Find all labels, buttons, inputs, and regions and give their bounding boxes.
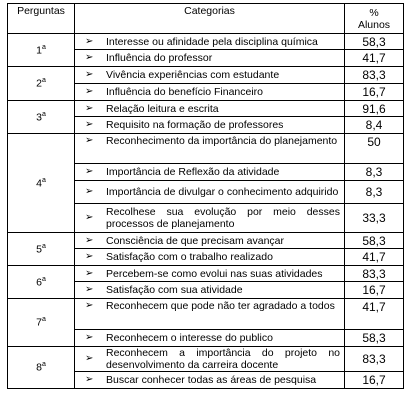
percent-cell: 33,3 [345,204,404,233]
percent-cell: 16,7 [345,84,404,101]
arrow-bullet-icon: ➢ [85,251,94,262]
category-text: Satisfação com o trabalho realizado [106,251,273,263]
category-cell [75,50,345,67]
category-text: Importância de divulgar o conhecimento adquirido [106,186,339,198]
header-categorias: Categorias [75,4,345,34]
category-text: Reconhecimento da importância do planejamento [106,135,338,147]
arrow-bullet-icon: ➢ [85,52,94,63]
table-row [8,101,404,117]
percent-cell: 83,3 [345,67,404,84]
percent-cell: 8,3 [345,181,404,204]
question-number: 5 [36,243,42,256]
category-text: Influência do benefício Financeiro [106,86,264,98]
category-cell [75,204,345,233]
category-cell [75,134,345,164]
question-number: 7 [36,316,42,329]
arrow-bullet-icon: ➢ [85,353,94,364]
question-number-cell [8,347,75,389]
survey-results-table [7,3,404,389]
percent-cell: 83,3 [345,347,404,372]
category-cell [75,266,345,282]
arrow-bullet-icon: ➢ [85,119,94,130]
table-header-row [8,4,404,34]
question-ordinal-suffix: a [41,275,46,283]
arrow-bullet-icon: ➢ [85,234,94,246]
category-cell [75,299,345,330]
arrow-bullet-icon: ➢ [85,35,94,47]
table-row [8,134,404,164]
arrow-bullet-icon: ➢ [85,102,94,114]
category-text: Relação leitura e escrita [106,102,219,115]
question-ordinal-suffix: a [41,176,46,184]
table-row [8,266,404,282]
question-number-cell [8,34,75,67]
header-alunos: Alunos [357,18,391,31]
percent-cell: 50 [345,134,404,164]
category-cell [75,330,345,347]
percent-cell: 41,7 [345,50,404,67]
arrow-bullet-icon: ➢ [85,212,94,223]
category-text: Reconhecem o interesse do publico [106,332,273,344]
table-row [8,67,404,84]
arrow-bullet-icon: ➢ [85,267,94,279]
category-text: Percebem-se como evolui nas suas atividades [106,267,323,280]
question-number-cell [8,266,75,299]
category-cell [75,67,345,84]
arrow-bullet-icon: ➢ [85,300,94,311]
percent-cell: 83,3 [345,266,404,282]
category-text: Reconhecem a importância do projeto no desenvolvimento da carreira docente [106,347,340,371]
percent-cell: 41,7 [345,299,404,330]
question-number: 2 [36,77,42,90]
category-cell [75,101,345,117]
question-ordinal-suffix: a [41,110,46,118]
category-text: Recolhese sua evolução por meio desses processos de planejamento [106,206,340,230]
header-percent-alunos [345,4,404,34]
category-text: Vivência experiências com estudante [106,69,280,81]
arrow-bullet-icon: ➢ [85,186,94,197]
category-text: Consciência de que precisam avançar [106,234,285,247]
question-number: 1 [36,44,42,57]
table-row [8,34,404,50]
question-ordinal-suffix: a [41,361,46,369]
table-row [8,299,404,330]
category-cell [75,34,345,50]
category-text: Reconhecem que pode não ter agradado a todos [106,300,335,312]
header-percent-symbol: % [369,6,379,19]
category-cell [75,84,345,101]
percent-cell: 41,7 [345,249,404,266]
category-cell [75,249,345,266]
question-number: 4 [36,177,42,190]
question-number: 3 [36,111,42,124]
arrow-bullet-icon: ➢ [85,166,94,177]
question-number-cell [8,233,75,266]
question-number: 8 [36,361,42,374]
percent-cell: 16,7 [345,282,404,299]
question-ordinal-suffix: a [41,316,46,324]
category-cell [75,117,345,134]
category-text: Importância de Reflexão da atividade [106,166,280,178]
arrow-bullet-icon: ➢ [85,86,94,97]
question-number: 6 [36,276,42,289]
question-number-cell [8,134,75,233]
table-row [8,233,404,249]
arrow-bullet-icon: ➢ [85,332,94,343]
header-perguntas: Perguntas [8,4,75,34]
question-number-cell [8,299,75,347]
category-text: Influência do professor [106,52,213,64]
arrow-bullet-icon: ➢ [85,374,94,385]
question-ordinal-suffix: a [41,77,46,85]
table-body [8,34,404,389]
question-number-cell [8,101,75,134]
percent-cell: 8,4 [345,117,404,134]
category-cell [75,233,345,249]
category-text: Interesse ou afinidade pela disciplina química [106,35,318,48]
arrow-bullet-icon: ➢ [85,284,94,295]
question-ordinal-suffix: a [41,242,46,250]
percent-cell: 58,3 [345,233,404,249]
percent-cell: 58,3 [345,34,404,50]
percent-cell: 91,6 [345,101,404,117]
category-text: Buscar conhecer todas as áreas de pesquisa [106,374,317,386]
category-text: Requisito na formação de professores [106,119,284,131]
arrow-bullet-icon: ➢ [85,69,94,80]
question-ordinal-suffix: a [41,43,46,51]
category-cell [75,164,345,181]
table-row [8,347,404,372]
percent-cell: 8,3 [345,164,404,181]
category-cell [75,282,345,299]
category-text: Satisfação com sua atividade [106,284,243,296]
arrow-bullet-icon: ➢ [85,135,94,146]
percent-cell: 58,3 [345,330,404,347]
category-cell [75,347,345,372]
category-cell [75,372,345,389]
percent-cell: 16,7 [345,372,404,389]
category-cell [75,181,345,204]
question-number-cell [8,67,75,101]
